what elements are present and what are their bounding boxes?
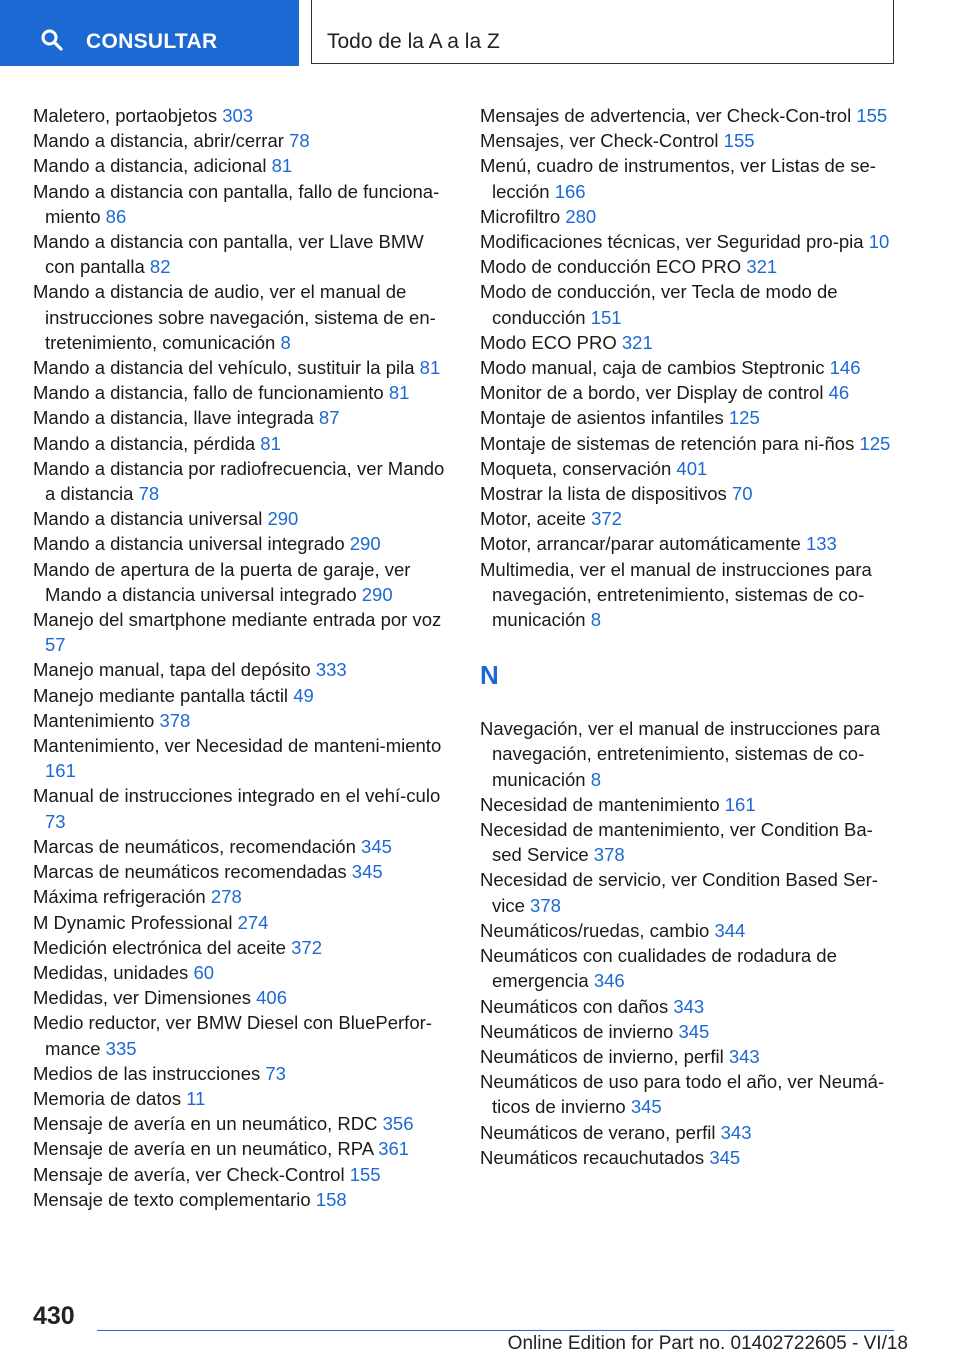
index-label: Todo de la A a la Z: [327, 30, 500, 53]
entry-text: Mando a distancia, adicional: [33, 155, 267, 177]
index-entry: [33, 153, 451, 178]
index-entry: [33, 557, 451, 607]
page-link[interactable]: 161: [724, 793, 756, 815]
entry-text: Medición electrónica del aceite: [33, 936, 286, 958]
index-entry: [33, 859, 451, 884]
index-entry: [480, 204, 900, 229]
entry-text: Necesidad de servicio, ver Condition Based Ser-vice: [480, 869, 878, 916]
entry-text: Neumáticos con cualidades de rodadura de emergencia: [480, 945, 837, 992]
page-link[interactable]: 81: [271, 155, 293, 177]
page-link[interactable]: 73: [265, 1062, 286, 1084]
entry-text: Mando a distancia con pantalla, ver Llave BMW con pantalla: [33, 231, 424, 278]
page-link[interactable]: 81: [260, 432, 281, 454]
index-entry: [480, 918, 900, 943]
page-link[interactable]: 406: [256, 987, 287, 1009]
entry-text: Neumáticos recauchutados: [480, 1146, 705, 1168]
index-entry: [33, 1136, 451, 1161]
index-entry: [33, 783, 451, 833]
page-link[interactable]: 161: [45, 760, 76, 782]
page-link[interactable]: 321: [621, 331, 653, 353]
page-link[interactable]: 46: [828, 382, 850, 404]
index-entry: [480, 716, 900, 792]
entry-text: Necesidad de mantenimiento: [480, 793, 720, 815]
index-entry: [480, 380, 900, 405]
entry-text: Motor, arrancar/parar automáticamente: [480, 533, 801, 555]
entry-text: Neumáticos de uso para todo el año, ver Neumá-ticos de invierno: [480, 1071, 885, 1118]
page-link[interactable]: 378: [530, 894, 561, 916]
page-link[interactable]: 60: [193, 961, 215, 983]
entry-text: Monitor de a bordo, ver Display de control: [480, 382, 824, 404]
search-icon: [40, 28, 64, 52]
section-letter: N: [480, 660, 499, 691]
page-link[interactable]: 343: [673, 995, 705, 1017]
page-link[interactable]: 155: [856, 105, 888, 126]
page-link[interactable]: 280: [565, 205, 597, 227]
consult-tab[interactable]: [0, 0, 299, 66]
page-link[interactable]: 344: [714, 919, 746, 941]
entry-text: Memoria de datos: [33, 1087, 182, 1109]
page-link[interactable]: 81: [388, 382, 410, 404]
index-entry: [480, 867, 900, 917]
entry-text: Necesidad de mantenimiento, ver Condition Ba-sed Service: [480, 819, 873, 866]
entry-text: Manejo manual, tapa del depósito: [33, 659, 311, 681]
page-link[interactable]: 151: [590, 306, 622, 328]
page-link[interactable]: 155: [349, 1163, 381, 1185]
index-entry: [33, 431, 451, 456]
index-entry: [33, 657, 451, 682]
index-entry: [33, 279, 451, 355]
entry-text: Mando a distancia, abrir/cerrar: [33, 130, 284, 152]
page-link[interactable]: 10: [868, 231, 890, 253]
index-entry: [33, 607, 451, 657]
page-link[interactable]: 290: [349, 533, 381, 555]
entry-text: Montaje de sistemas de retención para ni-ños: [480, 432, 855, 454]
index-entry: [33, 733, 451, 783]
page-link[interactable]: 345: [361, 835, 392, 857]
entry-text: Montaje de asientos infantiles: [480, 407, 724, 429]
entry-text: Multimedia, ver el manual de instrucciones para navegación, entretenimiento, sistemas de co-municación: [480, 558, 872, 631]
page-link[interactable]: 321: [746, 256, 778, 278]
page-link[interactable]: 11: [186, 1087, 206, 1109]
index-entry: [33, 355, 451, 380]
index-entry: [33, 229, 451, 279]
index-entry: [480, 943, 900, 993]
entry-text: Manual de instrucciones integrado en el vehí-culo: [33, 785, 441, 807]
page-link[interactable]: 361: [378, 1138, 410, 1160]
index-entry: [480, 153, 900, 203]
index-entry: [480, 994, 900, 1019]
index-column-left: [33, 103, 451, 1212]
entry-text: Mando a distancia de audio, ver el manual de instrucciones sobre navegación, sistema de en-tretenimiento, comunicación: [33, 281, 436, 353]
entry-text: Mantenimiento: [33, 709, 155, 731]
entry-text: Neumáticos/ruedas, cambio: [480, 919, 710, 941]
page-link[interactable]: 333: [315, 659, 347, 681]
page-link[interactable]: 8: [590, 609, 602, 631]
entry-text: Mando a distancia universal: [33, 508, 263, 530]
entry-text: Motor, aceite: [480, 508, 586, 530]
entry-text: Neumáticos de invierno: [480, 1020, 674, 1042]
page-link[interactable]: 125: [859, 432, 891, 454]
page-link[interactable]: 372: [591, 508, 622, 530]
page-link[interactable]: 356: [382, 1113, 414, 1135]
page-link[interactable]: 133: [805, 533, 837, 555]
index-entry: [480, 1044, 900, 1069]
entries-n: [480, 716, 900, 1170]
index-entry: [33, 128, 451, 153]
index-entry: [480, 355, 900, 380]
index-entry: [33, 960, 451, 985]
index-entry: [480, 817, 900, 867]
entry-text: Mensajes de advertencia, ver Check-Con-trol: [480, 105, 852, 126]
index-entry: [480, 254, 900, 279]
page-link[interactable]: 73: [45, 810, 66, 832]
page-link[interactable]: 146: [829, 357, 861, 379]
entry-text: Medidas, unidades: [33, 961, 189, 983]
entry-text: Mensaje de avería en un neumático, RDC: [33, 1113, 378, 1135]
page-link[interactable]: 82: [149, 256, 171, 278]
entry-text: Navegación, ver el manual de instrucciones para navegación, entretenimiento, sistemas de co-municación: [480, 718, 881, 790]
index-entry: [480, 456, 900, 481]
entry-text: Mando a distancia del vehículo, sustituir la pila: [33, 357, 415, 379]
index-entry: [33, 1086, 451, 1111]
index-entry: [33, 531, 451, 556]
page-link[interactable]: 303: [222, 105, 254, 126]
index-entry: [480, 557, 900, 633]
entry-text: Marcas de neumáticos recomendadas: [33, 861, 347, 883]
index-entry: [33, 1162, 451, 1187]
entry-text: Menú, cuadro de instrumentos, ver Listas de se-lección: [480, 155, 876, 202]
index-entry: [33, 380, 451, 405]
index-entry: [33, 985, 451, 1010]
page-link[interactable]: 81: [419, 357, 441, 379]
index-entry: [480, 405, 900, 430]
index-entry: [33, 179, 451, 229]
entry-text: Modificaciones técnicas, ver Seguridad pro-pia: [480, 231, 864, 253]
entry-text: Neumáticos de verano, perfil: [480, 1121, 716, 1143]
entry-text: Mando a distancia, llave integrada: [33, 407, 314, 429]
page-link[interactable]: 345: [630, 1096, 662, 1118]
page-link[interactable]: 78: [138, 483, 160, 505]
entry-text: Microfiltro: [480, 205, 561, 227]
page-link[interactable]: 86: [105, 205, 127, 227]
page-link[interactable]: 290: [267, 508, 299, 530]
index-entry: [33, 506, 451, 531]
entry-text: Mando a distancia, fallo de funcionamiento: [33, 382, 384, 404]
index-entry: [480, 229, 900, 254]
entry-text: Modo de conducción ECO PRO: [480, 256, 742, 278]
entry-text: Mando de apertura de la puerta de garaje, ver Mando a distancia universal integrado: [33, 558, 411, 605]
index-entry: [33, 1010, 451, 1060]
page-link[interactable]: 278: [210, 886, 242, 908]
entry-text: Neumáticos de invierno, perfil: [480, 1045, 724, 1067]
page-link[interactable]: 158: [315, 1188, 347, 1210]
entry-text: Mando a distancia universal integrado: [33, 533, 345, 555]
footer-divider: [97, 1330, 894, 1331]
page-link[interactable]: 345: [709, 1146, 741, 1168]
page-link[interactable]: 378: [593, 844, 625, 866]
page-number: 430: [33, 1302, 75, 1330]
entry-text: Mensaje de avería, ver Check-Control: [33, 1163, 345, 1185]
index-entry: [480, 431, 900, 456]
entry-text: Medio reductor, ver BMW Diesel con BluePerfor-mance: [33, 1012, 432, 1059]
index-entry: [33, 1111, 451, 1136]
entry-text: Medios de las instrucciones: [33, 1062, 261, 1084]
page-link[interactable]: 345: [351, 861, 383, 883]
index-entry: [33, 910, 451, 935]
index-entry: [480, 128, 900, 153]
entry-text: Mando a distancia, pérdida: [33, 432, 256, 454]
page-link[interactable]: 335: [105, 1037, 137, 1059]
page-link[interactable]: 8: [280, 331, 291, 353]
index-entry: [33, 708, 451, 733]
index-entry: [33, 834, 451, 859]
consult-label: CONSULTAR: [86, 30, 218, 53]
page-link[interactable]: 274: [237, 911, 269, 933]
entry-text: Mando a distancia por radiofrecuencia, ver Mando a distancia: [33, 457, 445, 505]
index-entry: [480, 1145, 900, 1170]
index-entry: [480, 330, 900, 355]
index-entry: [480, 481, 900, 506]
index-entry: [33, 683, 451, 708]
index-entry: [480, 531, 900, 556]
entry-text: Moqueta, conservación: [480, 457, 672, 479]
page-link[interactable]: 346: [593, 970, 625, 992]
page-link[interactable]: 70: [731, 483, 753, 505]
page-link[interactable]: 290: [361, 583, 393, 605]
entry-text: Neumáticos con daños: [480, 995, 669, 1017]
page-link[interactable]: 343: [720, 1121, 752, 1143]
page-link[interactable]: 8: [590, 768, 602, 790]
index-entry: [480, 279, 900, 329]
page-link[interactable]: 125: [728, 407, 760, 429]
index-entry: [33, 456, 451, 506]
entry-text: Medidas, ver Dimensiones: [33, 987, 251, 1009]
index-entry: [480, 506, 900, 531]
entry-text: Mantenimiento, ver Necesidad de manteni-miento: [33, 735, 442, 757]
entry-text: Modo manual, caja de cambios Steptronic: [480, 357, 825, 379]
entry-text: Modo de conducción, ver Tecla de modo de conducción: [480, 281, 838, 328]
edition-info: Online Edition for Part no. 01402722605 - VI/18: [507, 1333, 908, 1354]
entry-text: Marcas de neumáticos, recomendación: [33, 835, 356, 857]
index-entry: [33, 1061, 451, 1086]
index-entry: [33, 884, 451, 909]
index-tab[interactable]: [311, 0, 894, 64]
entry-text: Manejo del smartphone mediante entrada por voz: [33, 609, 442, 631]
index-entry: [480, 1019, 900, 1044]
entry-text: Manejo mediante pantalla táctil: [33, 684, 289, 706]
index-entry: [480, 1069, 900, 1119]
page-link[interactable]: 372: [291, 936, 322, 958]
page-link[interactable]: 155: [723, 130, 755, 152]
entry-text: Mensajes, ver Check-Control: [480, 130, 719, 152]
entry-text: Maletero, portaobjetos: [33, 105, 218, 126]
index-entry: [480, 1120, 900, 1145]
page-link[interactable]: 49: [293, 684, 314, 706]
entry-text: Mensaje de texto complementario: [33, 1188, 311, 1210]
page-link[interactable]: 87: [318, 407, 340, 429]
page-link[interactable]: 166: [554, 180, 586, 202]
index-entry: [33, 405, 451, 430]
index-column-right: [480, 103, 900, 1170]
entry-text: M Dynamic Professional: [33, 911, 233, 933]
page-link[interactable]: 378: [159, 709, 191, 731]
entry-text: Máxima refrigeración: [33, 886, 206, 908]
entry-text: Mostrar la lista de dispositivos: [480, 483, 727, 505]
index-entry: [480, 103, 900, 128]
index-entry: [33, 1187, 451, 1212]
entries-m-continued: [480, 103, 900, 632]
page-link[interactable]: 401: [676, 457, 708, 479]
page-link[interactable]: 78: [289, 130, 310, 152]
page-link[interactable]: 57: [45, 634, 66, 656]
index-entry: [480, 792, 900, 817]
index-entry: [33, 935, 451, 960]
page-link[interactable]: 343: [728, 1045, 760, 1067]
entry-text: Mensaje de avería en un neumático, RPA: [33, 1138, 374, 1160]
header-bar: [0, 0, 960, 66]
page-link[interactable]: 345: [678, 1020, 710, 1042]
index-entry: [33, 103, 451, 128]
entry-text: Modo ECO PRO: [480, 331, 617, 353]
entry-text: Mando a distancia con pantalla, fallo de funciona-miento: [33, 180, 440, 227]
